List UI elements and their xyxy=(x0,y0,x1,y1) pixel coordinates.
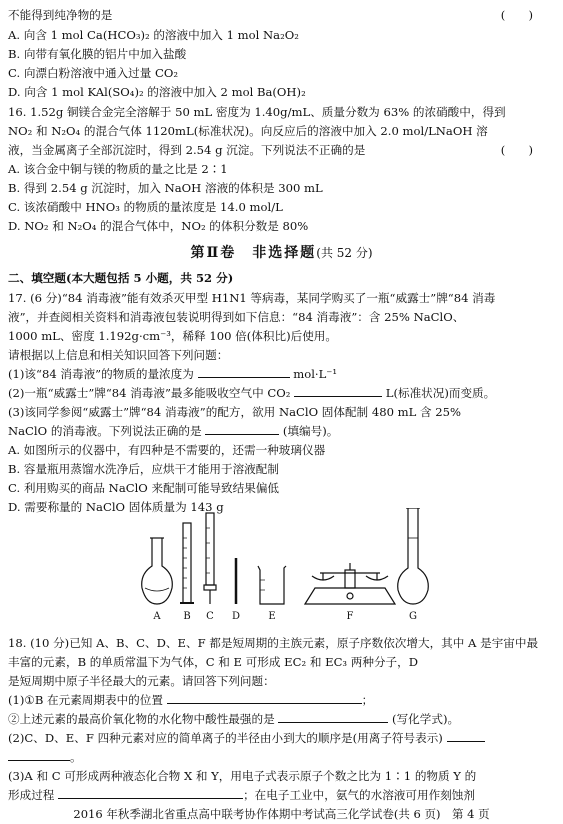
option-b: B. 向带有氧化膜的铝片中加入盐酸 xyxy=(8,47,187,61)
answer-blank[interactable] xyxy=(294,384,382,397)
q17-option-a: A. 如图所示的仪器中，有四种是不需要的，还需一种玻璃仪器 xyxy=(8,443,326,457)
q17-part2 xyxy=(8,384,553,402)
unit-label: L(标准状况)而变质。 xyxy=(385,386,496,400)
q16-option-d: D. NO₂ 和 N₂O₄ 的混合气体中，NO₂ 的体积分数是 80% xyxy=(8,219,309,233)
q16-stem-text: 液，当金属离子全部沉淀时，得到 2.54 g 沉淀。下列说法不正确的是 xyxy=(8,143,366,157)
apparatus-label-d: D xyxy=(231,611,241,622)
apparatus-label-a: A xyxy=(153,611,161,622)
answer-parentheses: ( ) xyxy=(500,143,533,157)
q16-stem-line2: NO₂ 和 N₂O₄ 的混合气体 1120mL(标准状况)。向反应后的溶液中加入 2.0 mol/LNaOH 溶 xyxy=(8,124,488,138)
q18-stem-line2: 丰富的元素，B 的单质常温下为气体，C 和 E 可形成 EC₂ 和 EC₃ 两种分子，D xyxy=(8,655,419,669)
q17-stem-line3: 1000 mL、密度 1.192g·cm⁻³，稀释 100 倍(体积比)后使用。 xyxy=(8,329,337,343)
punctuation: 。 xyxy=(70,750,82,764)
part-heading: 二、填空题(本大题包括 5 小题，共 52 分) xyxy=(8,271,234,285)
q18-part4-line2 xyxy=(8,786,553,804)
option-c: C. 向漂白粉溶液中通入过量 CO₂ xyxy=(8,66,179,80)
lab-apparatus-figure xyxy=(140,508,440,623)
q18-part3-text: (2)C、D、E、F 四种元素对应的简单离子的半径由小到大的顺序是(用离子符号表示) xyxy=(8,731,443,745)
q18-part4-text: 形成过程 xyxy=(8,788,55,802)
beaker-icon xyxy=(258,566,286,604)
q16-option-b: B. 得到 2.54 g 沉淀时，加入 NaOH 溶液的体积是 300 mL xyxy=(8,181,323,195)
q17-part3-line1: (3)该同学参阅“威露士”牌“84 消毒液”的配方，欲用 NaClO 固体配制 480 mL 含 25% xyxy=(8,405,462,419)
q17-part1 xyxy=(8,365,553,383)
q18-part2-hint: (写化学式)。 xyxy=(392,712,460,726)
q17-part3-hint: (填编号)。 xyxy=(282,424,339,438)
answer-blank[interactable] xyxy=(205,422,279,435)
graduated-cylinder-icon xyxy=(180,523,194,603)
option-a: A. 向含 1 mol Ca(HCO₃)₂ 的溶液中加入 1 mol Na₂O₂ xyxy=(8,28,299,42)
answer-parentheses: ( ) xyxy=(500,8,533,22)
q16-option-a: A. 该合金中铜与镁的物质的量之比是 2∶1 xyxy=(8,162,228,176)
q18-part4-text-cont: ；在电子工业中，氨气的水溶液可用作刻蚀剂 xyxy=(243,788,475,802)
apparatus-label-c: C xyxy=(206,611,214,622)
q18-part1-text: (1)①B 在元素周期表中的位置 xyxy=(8,693,163,707)
answer-blank[interactable] xyxy=(58,786,243,799)
q17-option-b: B. 容量瓶用蒸馏水洗净后，应烘干才能用于溶液配制 xyxy=(8,462,279,476)
section-title-text: 第Ⅱ卷 非选择题 xyxy=(190,245,317,261)
apparatus-label-b: B xyxy=(183,611,191,622)
burette-icon xyxy=(204,513,216,604)
q17-part3-text: NaClO 的消毒液。下列说法正确的是 xyxy=(8,424,202,438)
q16-stem-line1: 16. 1.52g 铜镁合金完全溶解于 50 mL 密度为 1.40g/mL、质量分数为 63% 的浓硝酸中，得到 xyxy=(8,105,506,119)
section-title xyxy=(0,242,563,262)
round-bottom-flask-icon xyxy=(142,538,173,604)
q17-stem-line1: 17. (6 分)“84 消毒液”能有效杀灭甲型 H1N1 等病毒，某同学购买了一瓶“威露士”牌“84 消毒 xyxy=(8,291,496,305)
balance-scale-icon xyxy=(305,563,395,604)
q18-part1 xyxy=(8,691,553,709)
page-footer: 2016 年秋季湖北省重点高中联考协作体期中考试高三化学试卷(共 6 页) 第 4 页 xyxy=(73,807,490,821)
q17-part1-text: (1)该“84 消毒液”的物质的量浓度为 xyxy=(8,367,194,381)
q18-part4-line1: (3)A 和 C 可形成两种液态化合物 X 和 Y，用电子式表示原子个数之比为 1∶1 的物质 Y 的 xyxy=(8,769,477,783)
question-text: 不能得到纯净物的是 xyxy=(8,8,113,22)
q17-instruction: 请根据以上信息和相关知识回答下列问题： xyxy=(8,348,229,362)
q18-part3 xyxy=(8,729,553,747)
answer-blank[interactable] xyxy=(8,748,70,761)
question-line xyxy=(8,6,553,24)
q18-part2 xyxy=(8,710,553,728)
option-d: D. 向含 1 mol KAl(SO₄)₂ 的溶液中加入 2 mol Ba(OH)₂ xyxy=(8,85,306,99)
q17-part3-line2 xyxy=(8,422,553,440)
unit-label: mol·L⁻¹ xyxy=(293,367,338,381)
q17-stem-line2: 液”，并查阅相关资料和消毒液包装说明得到如下信息：“84 消毒液”：含 25% NaClO、 xyxy=(8,310,465,324)
volumetric-flask-icon xyxy=(398,508,429,604)
q17-part2-text: (2)一瓶“威露士”牌“84 消毒液”最多能吸收空气中 CO₂ xyxy=(8,386,291,400)
section-score: (共 52 分) xyxy=(316,246,373,260)
q18-stem-line1: 18. (10 分)已知 A、B、C、D、E、F 都是短周期的主族元素，原子序数依次增大，其中 A 是宇宙中最 xyxy=(8,636,539,650)
answer-blank[interactable] xyxy=(278,710,388,723)
q18-part3-cont xyxy=(8,748,553,766)
q18-part2-text: ②上述元素的最高价氧化物的水化物中酸性最强的是 xyxy=(8,712,275,726)
q16-stem-line3 xyxy=(8,141,553,159)
apparatus-label-e: E xyxy=(268,611,276,622)
apparatus-label-g: G xyxy=(409,611,417,622)
q17-option-c: C. 利用购买的商品 NaClO 来配制可能导致结果偏低 xyxy=(8,481,280,495)
answer-blank[interactable] xyxy=(198,365,290,378)
punctuation: ； xyxy=(361,693,374,707)
q17-option-d: D. 需要称量的 NaClO 固体质量为 143 g xyxy=(8,500,224,514)
answer-blank[interactable] xyxy=(447,729,485,742)
q16-option-c: C. 该浓硝酸中 HNO₃ 的物质的量浓度是 14.0 mol/L xyxy=(8,200,283,214)
apparatus-label-f: F xyxy=(346,611,354,622)
answer-blank[interactable] xyxy=(167,691,362,704)
q18-stem-line3: 是短周期中原子半径最大的元素。请回答下列问题： xyxy=(8,674,275,688)
